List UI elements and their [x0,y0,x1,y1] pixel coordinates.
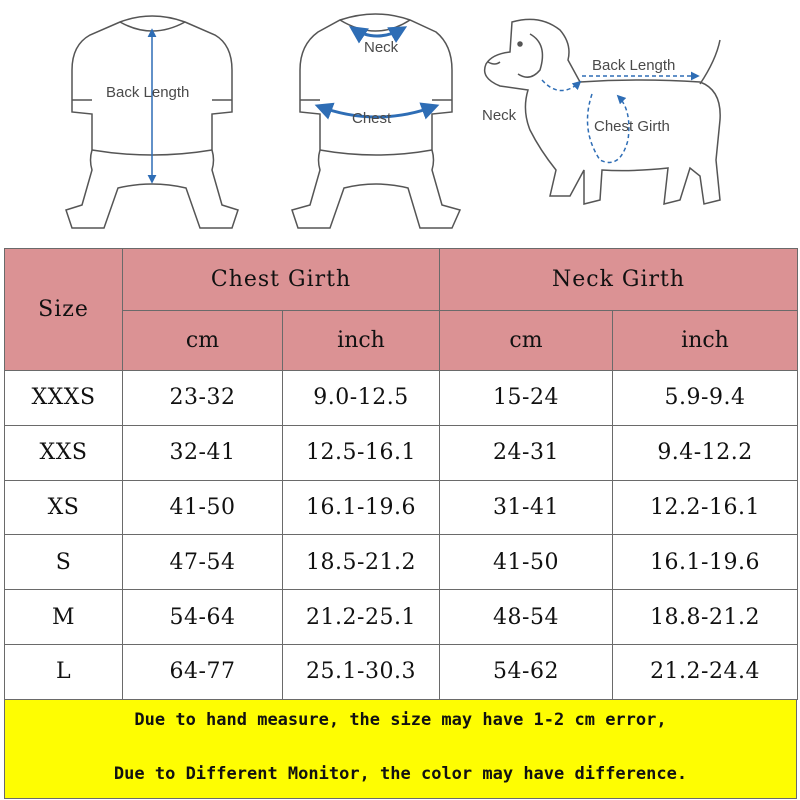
neck-inch-cell: 21.2-24.4 [613,644,798,699]
measurement-notice [4,699,797,799]
neck-inch-cell: 12.2-16.1 [613,480,798,535]
table-row [5,371,798,426]
neck-inch-cell: 16.1-19.6 [613,535,798,590]
table-row [5,590,798,645]
chest-inch-header: inch [283,311,440,371]
neck-cm-cell: 15-24 [440,371,613,426]
neck-inch-header: inch [613,311,798,371]
size-cell: XS [5,480,123,535]
chest-cm-cell: 32-41 [123,425,283,480]
table-row [5,480,798,535]
size-column-header: Size [5,249,123,371]
dog-chest-label: Chest Girth [594,118,670,135]
notice-line-measure: Due to hand measure, the size may have 1-2 cm error, [134,710,667,730]
chest-cm-header: cm [123,311,283,371]
neck-inch-cell: 5.9-9.4 [613,371,798,426]
dog-drawing [485,19,721,204]
dog-back-label: Back Length [592,57,676,74]
chest-inch-cell: 12.5-16.1 [283,425,440,480]
neck-cm-cell: 41-50 [440,535,613,590]
chest-inch-cell: 16.1-19.6 [283,480,440,535]
chest-cm-cell: 47-54 [123,535,283,590]
notice-line-monitor: Due to Different Monitor, the color may have difference. [113,764,688,784]
sweater-neck-label: Neck [364,39,399,56]
neck-cm-cell: 24-31 [440,425,613,480]
table-row [5,644,798,699]
chest-girth-header: Chest Girth [123,249,440,311]
measurement-illustration [0,0,800,240]
table-row [5,535,798,590]
sweater-back-label: Back Length [106,84,190,101]
chest-cm-cell: 41-50 [123,480,283,535]
sweater-chest-label: Chest [352,110,392,127]
neck-cm-header: cm [440,311,613,371]
neck-cm-cell: 31-41 [440,480,613,535]
dog-neck-arrow [542,80,580,91]
size-cell: L [5,644,123,699]
neck-inch-cell: 9.4-12.2 [613,425,798,480]
size-chart-table [4,248,798,700]
chest-inch-cell: 21.2-25.1 [283,590,440,645]
size-cell: S [5,535,123,590]
chest-cm-cell: 54-64 [123,590,283,645]
size-cell: XXXS [5,371,123,426]
neck-cm-cell: 54-62 [440,644,613,699]
chest-inch-cell: 18.5-21.2 [283,535,440,590]
dog-neck-label: Neck [482,107,517,124]
neck-girth-header: Neck Girth [440,249,798,311]
size-cell: M [5,590,123,645]
neck-cm-cell: 48-54 [440,590,613,645]
neck-inch-cell: 18.8-21.2 [613,590,798,645]
chest-cm-cell: 23-32 [123,371,283,426]
chest-cm-cell: 64-77 [123,644,283,699]
size-cell: XXS [5,425,123,480]
chest-inch-cell: 25.1-30.3 [283,644,440,699]
chest-inch-cell: 9.0-12.5 [283,371,440,426]
table-row [5,425,798,480]
